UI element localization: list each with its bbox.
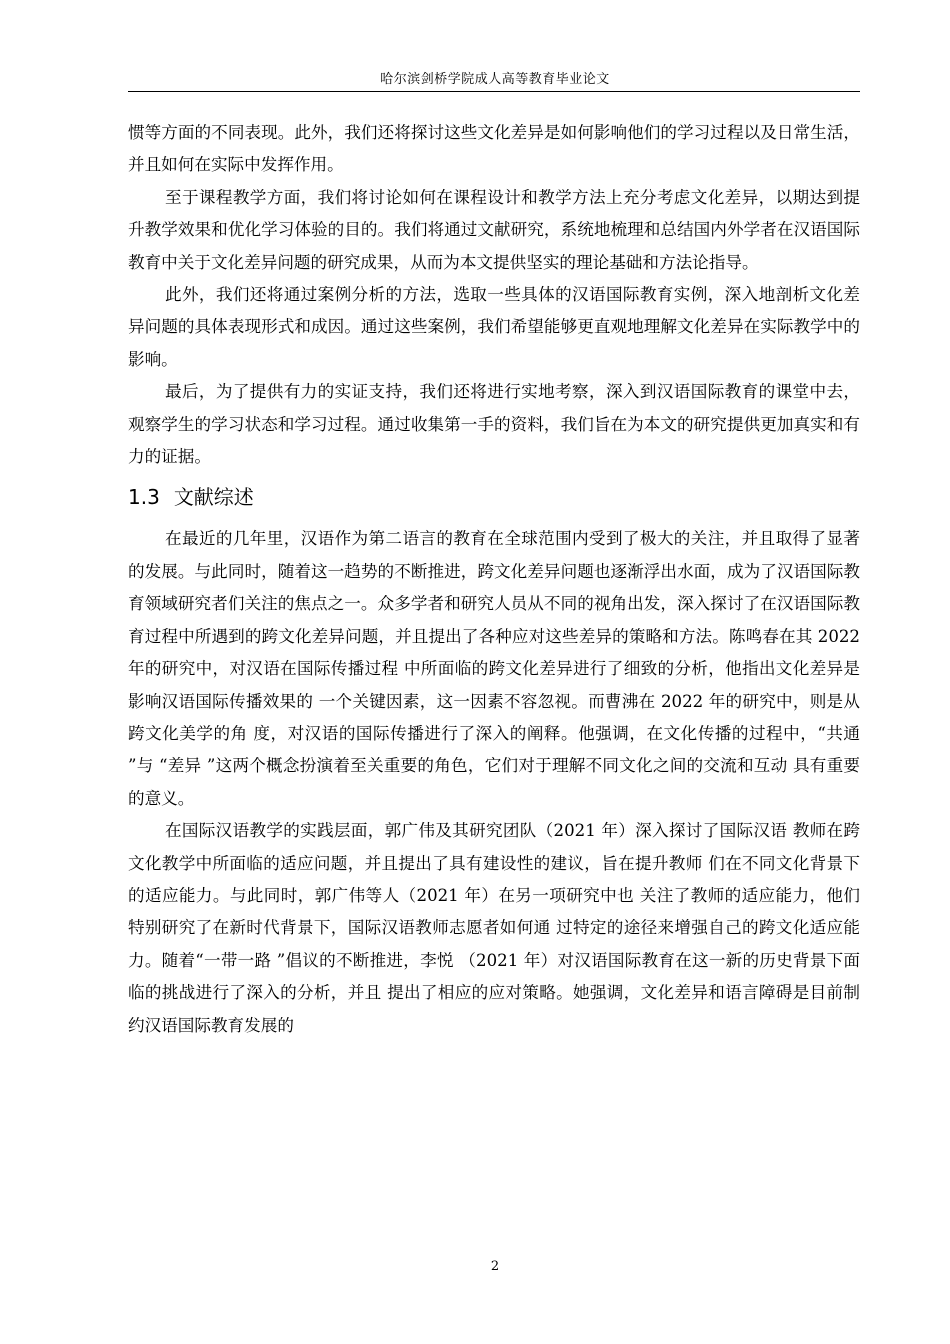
header-divider xyxy=(128,91,860,92)
page-body xyxy=(128,117,860,1042)
running-header: 哈尔滨剑桥学院成人高等教育毕业论文 xyxy=(380,72,610,87)
section-number: 1.3 xyxy=(128,485,160,510)
paragraph-field-study: 最后，为了提供有力的实证支持，我们还将进行实地考察，深入到汉语国际教育的课堂中去，观察学生的学习状态和学习过程。通过收集第一手的资料，我们旨在为本文的研究提供更加真实和有力的证据。 xyxy=(128,382,860,467)
section-heading xyxy=(128,483,860,511)
paragraph-literature-overview: 在最近的几年里，汉语作为第二语言的教育在全球范围内受到了极大的关注，并且取得了显著的发展。与此同时，随着这一趋势的不断推进，跨文化差异问题也逐渐浮出水面，成为了汉语国际教育领域研究者们关注的焦点之一。众多学者和研究人员从不同的视角出发，深入探讨了在汉语国际教育过程中所遇到的跨文化差异问题，并且提出了各种应对这些差异的策略和方法。陈鸣春在其 2022 年的研究中，对汉语在国际传播过程 中所面临的跨文化差异进行了细致的分析，他指出文化差异是影响汉语国际传播效果的 一个关键因素，这一因素不容忽视。而曹沸在 2022 年的研究中，则是从跨文化美学的角 度，对汉语的国际传播进行了深入的阐释。他强调，在文化传播的过程中，“共通 ”与 “差异 ”这两个概念扮演着至关重要的角色，它们对于理解不同文化之间的交流和互动 具有重要的意义。 xyxy=(128,529,860,808)
paragraph-course-teaching: 至于课程教学方面，我们将讨论如何在课程设计和教学方法上充分考虑文化差异，以期达到提升教学效果和优化学习体验的目的。我们将通过文献研究，系统地梳理和总结国内外学者在汉语国际教育中关于文化差异问题的研究成果，从而为本文提供坚实的理论基础和方法论指导。 xyxy=(128,187,860,272)
paragraph-teaching-practice: 在国际汉语教学的实践层面，郭广伟及其研究团队（2021 年）深入探讨了国际汉语 教师在跨文化教学中所面临的适应问题，并且提出了具有建设性的建议，旨在提升教师 们在不同文化背景下的适应能力。与此同时，郭广伟等人（2021 年）在另一项研究中也 关注了教师的适应能力，他们特别研究了在新时代背景下，国际汉语教师志愿者如何通 过特定的途径来增强自己的跨文化适应能力。随着“一带一路 ”倡议的不断推进，李悦 （2021 年）对汉语国际教育在这一新的历史背景下面临的挑战进行了深入的分析，并且 提出了相应的应对策略。她强调，文化差异和语言障碍是目前制约汉语国际教育发展的 xyxy=(128,821,860,1035)
paragraph-case-analysis: 此外，我们还将通过案例分析的方法，选取一些具体的汉语国际教育实例，深入地剖析文化差异问题的具体表现形式和成因。通过这些案例，我们希望能够更直观地理解文化差异在实际教学中的影响。 xyxy=(128,285,860,369)
page-number: 2 xyxy=(490,1259,500,1274)
paragraph-continued: 惯等方面的不同表现。此外，我们还将探讨这些文化差异是如何影响他们的学习过程以及日常生活，并且如何在实际中发挥作用。 xyxy=(128,123,860,175)
section-title: 文献综述 xyxy=(173,485,254,510)
